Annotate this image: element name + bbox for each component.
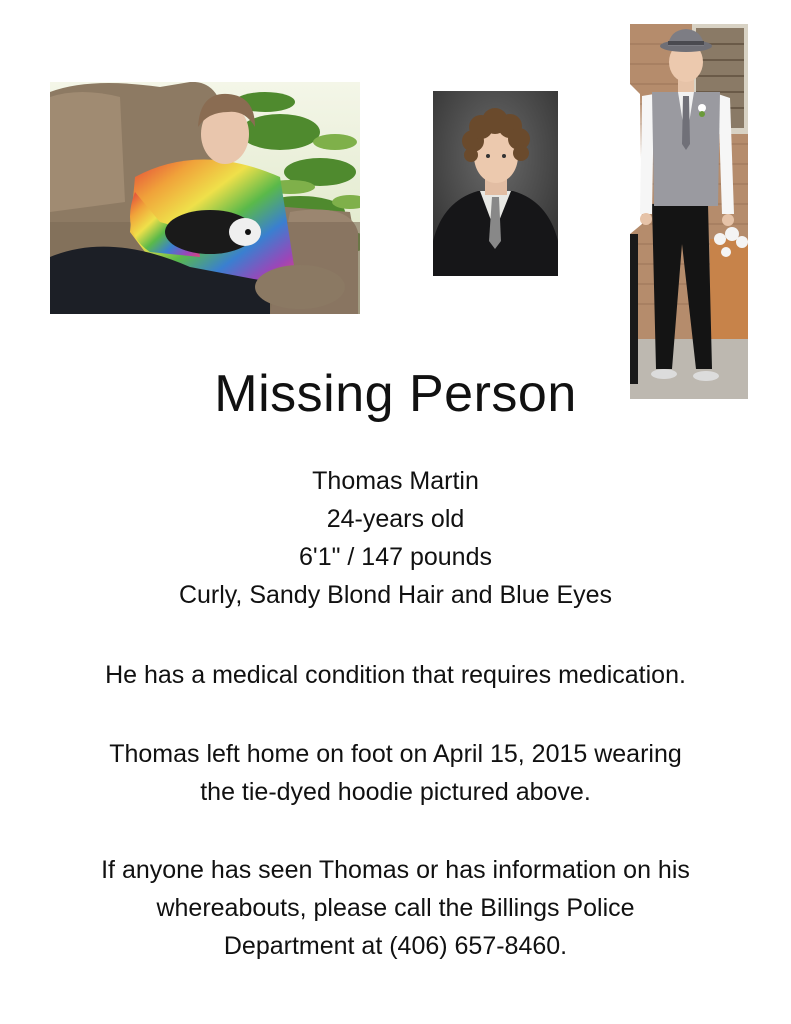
last-seen-note (0, 735, 791, 811)
poster-title: Missing Person (214, 365, 577, 423)
contact-info (0, 851, 791, 965)
person-details (0, 462, 791, 614)
medical-note (0, 656, 791, 694)
person-hair-eyes: Curly, Sandy Blond Hair and Blue Eyes (178, 581, 613, 609)
contact-line: If anyone has seen Thomas or has information on his (101, 856, 690, 884)
person-name: Thomas Martin (312, 467, 479, 495)
person-height-weight: 6'1" / 147 pounds (299, 543, 492, 571)
contact-line: whereabouts, please call the Billings Police (156, 894, 635, 922)
contact-line: Department at (406) 657-8460. (223, 932, 568, 960)
person-age: 24-years old (326, 505, 465, 533)
photo-portrait (433, 91, 558, 276)
photo-tie-dye-hoodie (50, 82, 360, 314)
last-seen-line: Thomas left home on foot on April 15, 2015 wearing (109, 740, 682, 768)
photo-standing-vest (630, 24, 748, 399)
last-seen-line: the tie-dyed hoodie pictured above. (200, 778, 591, 806)
medical-note-line: He has a medical condition that requires medication. (105, 661, 686, 689)
